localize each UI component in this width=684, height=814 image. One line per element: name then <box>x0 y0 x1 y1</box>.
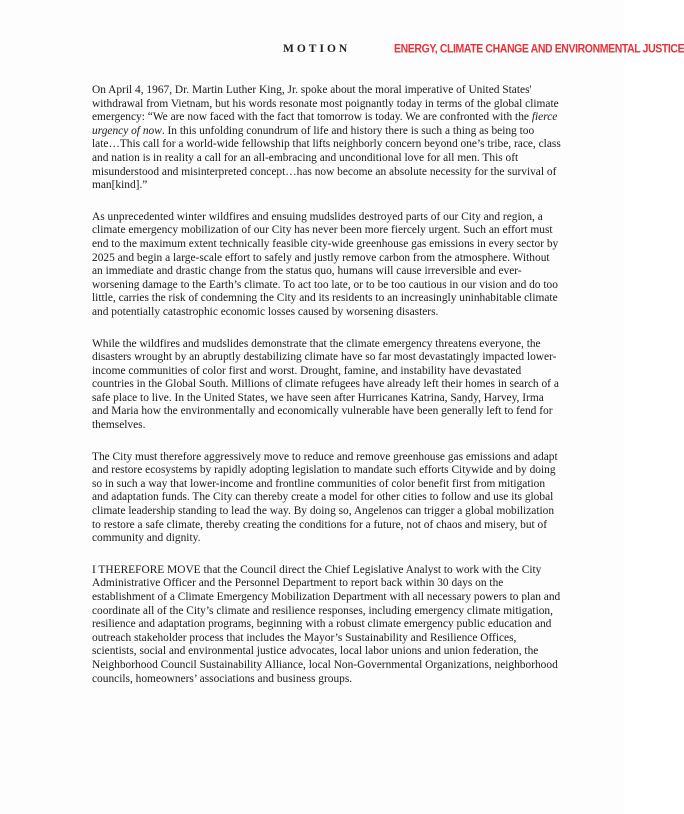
document-title: MOTION <box>283 43 351 55</box>
document-body <box>92 84 562 686</box>
paragraph-disasters: While the wildfires and mudslides demonstrate that the climate emergency threatens everyone, the disasters wrought by an abruptly destabilizing climate have so far most devastatingly impacted lower-income communities of color first and worst. Drought, famine, and instability have devastated countries in the Global South. Millions of climate refugees have already left their homes in search of a safe place to live. In the United States, we have seen after Hurricanes Katrina, Sandy, Harvey, Irma and Maria how the environmentally and economically vulnerable have been generally left to fend for themselves. <box>92 337 559 432</box>
emphasized-phrase: fierce urgency of now <box>92 111 558 137</box>
paragraph-city-action: The City must therefore aggressively move to reduce and remove greenhouse gas emissions and adapt and restore ecosystems by rapidly adopting legislation to mandate such efforts Citywide and by doing so in such a way that lower-income and frontline communities of color benefit first from mitigation and adaptation funds. The City can thereby create a model for other cities to follow and use its global climate leadership standing to lead the way. By doing so, Angelenos can trigger a global mobilization to restore a safe climate, thereby creating the conditions for a future, not of chaos and misery, but of community and dignity. <box>92 450 558 545</box>
paragraph-wildfires: As unprecedented winter wildfires and ensuing mudslides destroyed parts of our City and region, a climate emergency mobilization of our City has never been more fiercely urgent. Such an effort must end to the maximum extent technically feasible city-wide greenhouse gas emissions in every sector by 2025 and begin a large-scale effort to safely and justly remove carbon from the atmosphere. Without an immediate and drastic change from the status quo, humans will cause irreversible and ever-worsening damage to the Earth’s climate. To act too late, or to be too cautious in our vision and do too little, carries the risk of condemning the City and its residents to an increasingly uninhabitable climate and potentially catastrophic economic losses caused by worsening disasters. <box>92 210 559 318</box>
paragraph-mlk-quote <box>92 84 562 193</box>
paragraph-text: On April 4, 1967, Dr. Martin Luther King, Jr. spoke about the moral imperative of United States' withdrawal from Vietnam, but his words resonate most poignantly today in terms of the global climate emergency: “We are now faced with the fact that tomorrow is today. We are confronted with the <box>92 84 559 124</box>
document-header <box>0 38 684 62</box>
committee-stamp: ENERGY, CLIMATE CHANGE AND ENVIRONMENTAL JUSTICE <box>394 42 684 56</box>
paragraph-motion: I THEREFORE MOVE that the Council direct the Chief Legislative Analyst to work with the City Administrative Officer and the Personnel Department to report back within 30 days on the establishment of a Climate Emergency Mobilization Department with all necessary powers to plan and coordinate all of the City’s climate and resilience responses, including emergency climate mitigation, resilience and adaptation programs, beginning with a robust climate emergency public education and outreach stakeholder process that includes the Mayor’s Sustainability and Resilience Offices, scientists, social and environmental justice advocates, local labor unions and union federation, the Neighborhood Council Sustainability Alliance, local Non-Governmental Organizations, neighborhood councils, homeowners’ associations and business groups. <box>92 563 561 685</box>
paragraph-text: . In this unfolding conundrum of life and history there is such a thing as being too late…This call for a world-wide fellowship that lifts neighborly concern beyond one’s tribe, race, class and nation is in reality a call for an all-embracing and unconditional love for all men. This oft misunderstood and misinterpreted concept…has now become an absolute necessity for the survival of man[kind].” <box>92 124 561 192</box>
